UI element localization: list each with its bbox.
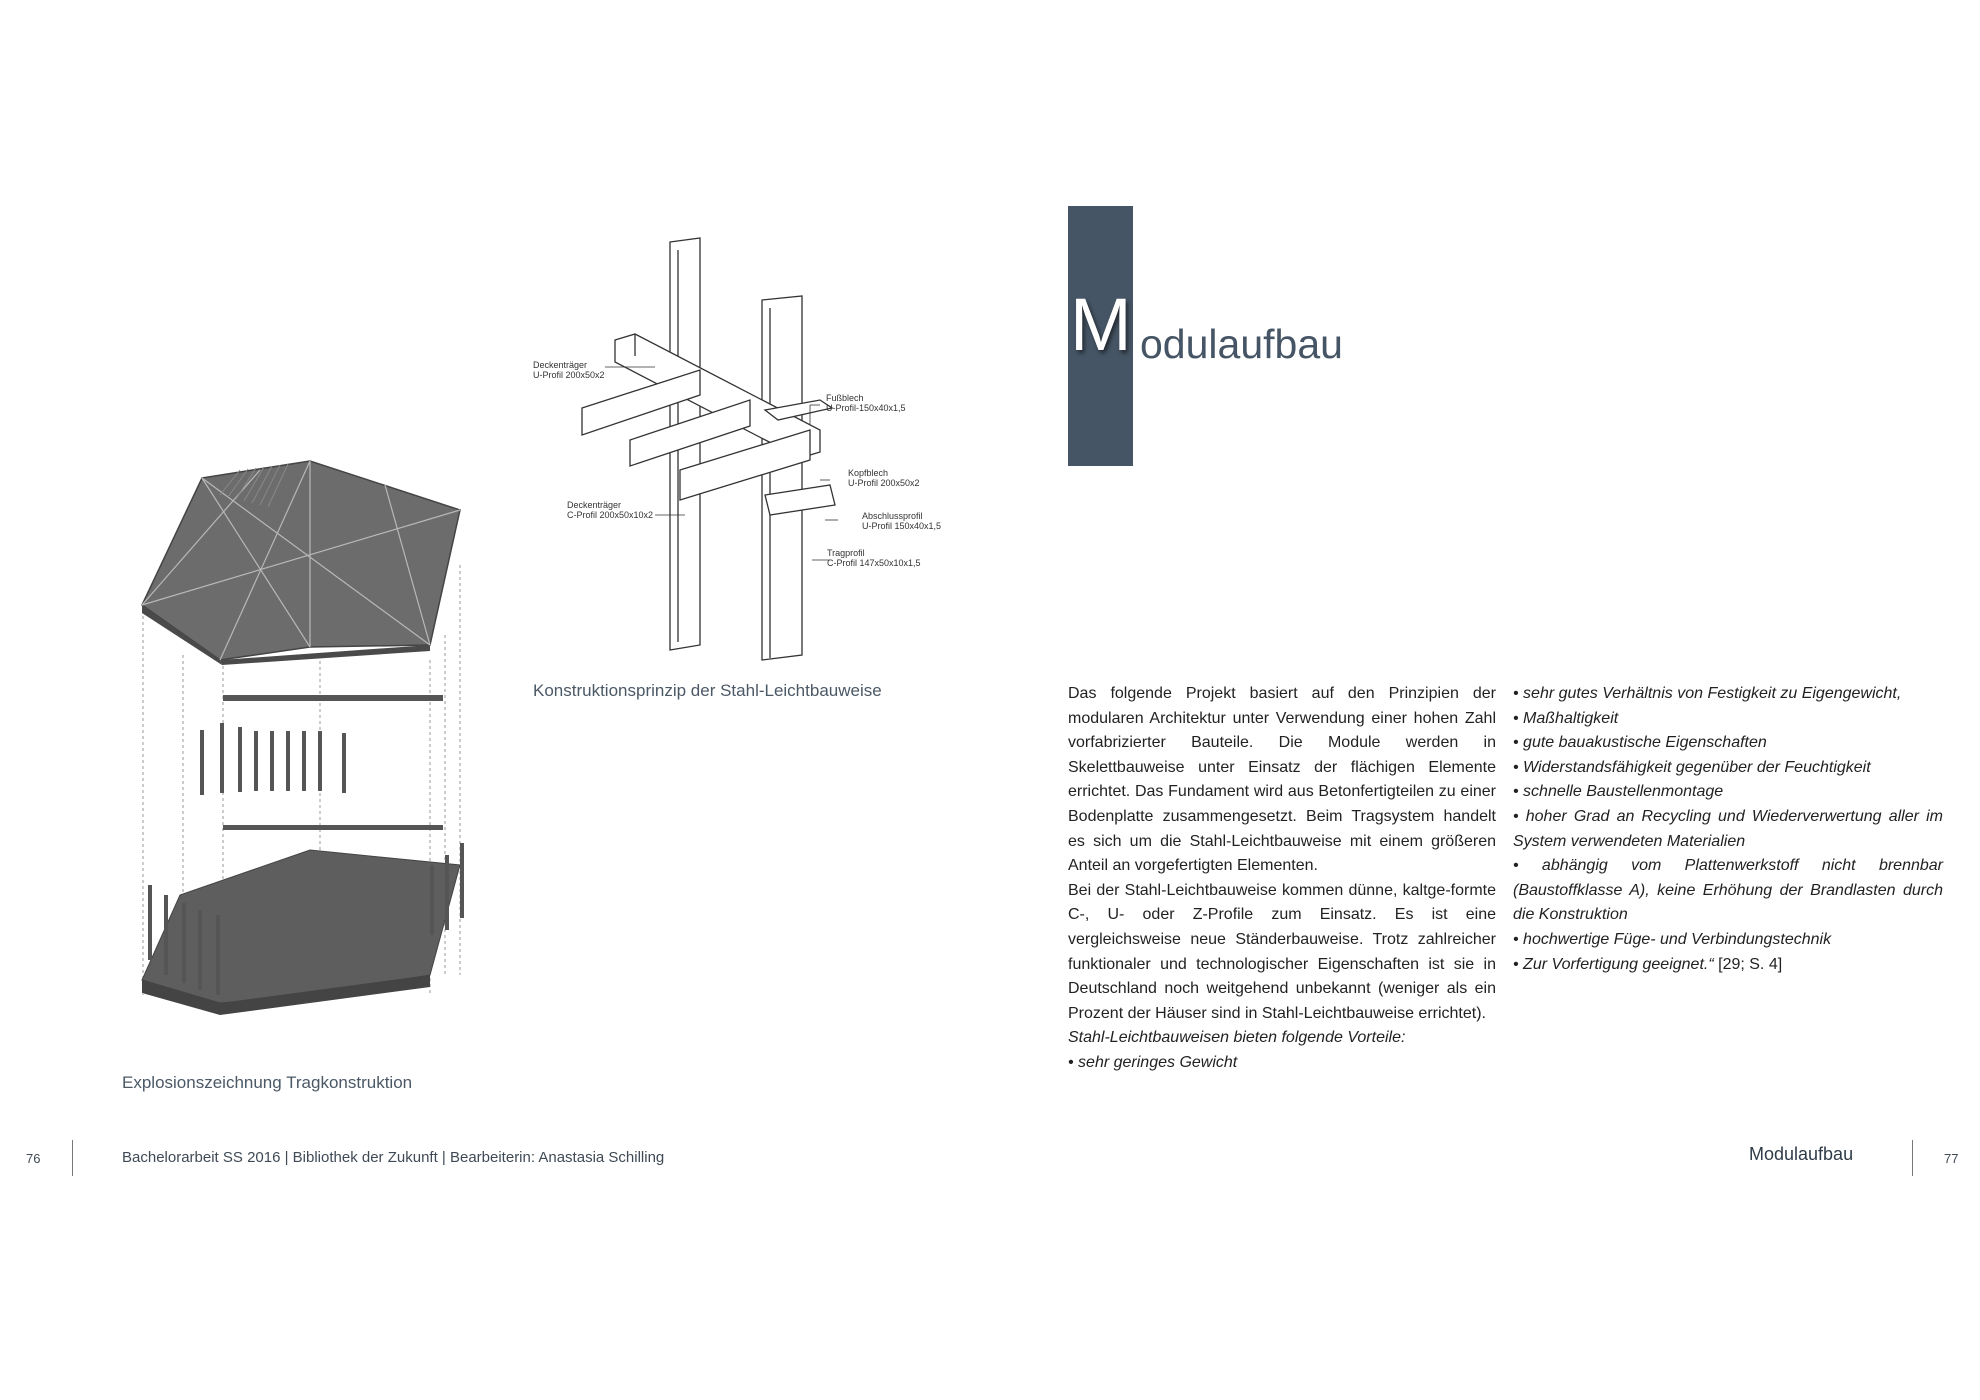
explosion-drawing [130,455,470,1055]
label-line: Deckenträger [533,360,588,370]
footer-divider-left [72,1140,73,1176]
label-deckentraeger-u [533,360,605,380]
advantages-list [1513,682,1943,977]
quote-text: • Zur Vorfertigung geeignet.“ [1513,955,1714,973]
label-line: C-Profil 200x50x10x2 [567,510,654,520]
advantage-item: • schnelle Baustellenmontage [1513,783,1724,801]
body-paragraph: Das folgende Projekt basiert auf den Prinzipien der modularen Architektur unter Verwendung einer hohen Zahl vorfabrizierter Bauteile. Die Module werden in Skelettbauweise unter Einsatz der flächigen Elemente errichtet. Das Fundament wird aus Betonfertigteilen zu einer Bodenplatte zusammengesetzt. Beim Tragsystem handelt es sich um die Stahl-Leichtbauweise mit einem größeren Anteil an vorgefertigten Elementen. [1068,685,1496,875]
construction-detail-drawing [520,230,960,670]
advantage-item: • sehr gutes Verhältnis von Festigkeit zu Eigengewicht, [1513,685,1902,702]
label-line: Fußblech [826,393,864,403]
advantages-intro: Stahl-Leichtbauweisen bieten folgende Vorteile: [1068,1029,1406,1047]
label-line: Abschlussprofil [862,511,923,521]
label-tragprofil [827,548,921,568]
page-title: odulaufbau [1140,321,1343,367]
body-text-column [1068,682,1496,1076]
caption-explosion: Explosionszeichnung Tragkonstruktion [122,1073,413,1092]
label-line: Kopfblech [848,468,889,478]
label-line: Deckenträger [567,500,622,510]
footer-section-title: Modulaufbau [1749,1144,1854,1164]
advantage-item [1513,953,1943,978]
footer-left-text: Bachelorarbeit SS 2016 | Bibliothek der Zukunft | Bearbeiterin: Anastasia Schilling [122,1149,665,1166]
label-deckentraeger-c [567,500,653,520]
page-number-left: 76 [26,1151,41,1166]
label-line: C-Profil 147x50x10x1,5 [827,558,921,568]
advantage-item: • Widerstandsfähigkeit gegenüber der Feuchtigkeit [1513,758,1871,776]
advantage-item: • hochwertige Füge- und Verbindungstechnik [1513,930,1832,948]
advantage-item: • abhängig vom Plattenwerkstoff nicht brennbar (Baustoffklasse A), keine Erhöhung der Brandlasten durch die Konstruktion [1513,857,1943,924]
body-paragraph: Bei der Stahl-Leichtbauweise kommen dünne, kaltge-formte C-, U- oder Z-Profile zum Einsatz. Es ist eine vergleichsweise neue Ständerbauweise. Trotz zahlreicher funktionaler und technologischer Eigenschaften ist sie in Deutschland noch weitgehend unbekannt (weniger als ein Prozent der Häuser sind in Stahl-Leichtbauweise errichtet). [1068,881,1496,1022]
label-line: U-Profil 150x40x1,5 [862,521,942,531]
advantage-item: • hoher Grad an Recycling und Wiederverwertung aller im System verwendeten Materialien [1513,807,1943,850]
label-line: U-Profil 200x50x2 [848,478,920,488]
label-kopfblech [848,468,920,488]
label-fussblech [826,393,906,413]
label-line: U-Profil 200x50x2 [533,370,605,380]
label-abschlussprofil [862,511,941,531]
citation: [29; S. 4] [1713,955,1783,973]
page-number-right: 77 [1944,1151,1959,1166]
label-line: U-Profil-150x40x1,5 [826,403,906,413]
advantage-item: • gute bauakustische Eigenschaften [1513,734,1767,752]
footer-divider-right [1912,1140,1913,1176]
caption-principle: Konstruktionsprinzip der Stahl-Leichtbauweise [533,681,882,700]
label-line: Tragprofil [827,548,865,558]
advantage-item: • Maßhaltigkeit [1513,709,1619,727]
title-initial: M [1070,283,1132,366]
advantage-item: • sehr geringes Gewicht [1068,1053,1238,1071]
